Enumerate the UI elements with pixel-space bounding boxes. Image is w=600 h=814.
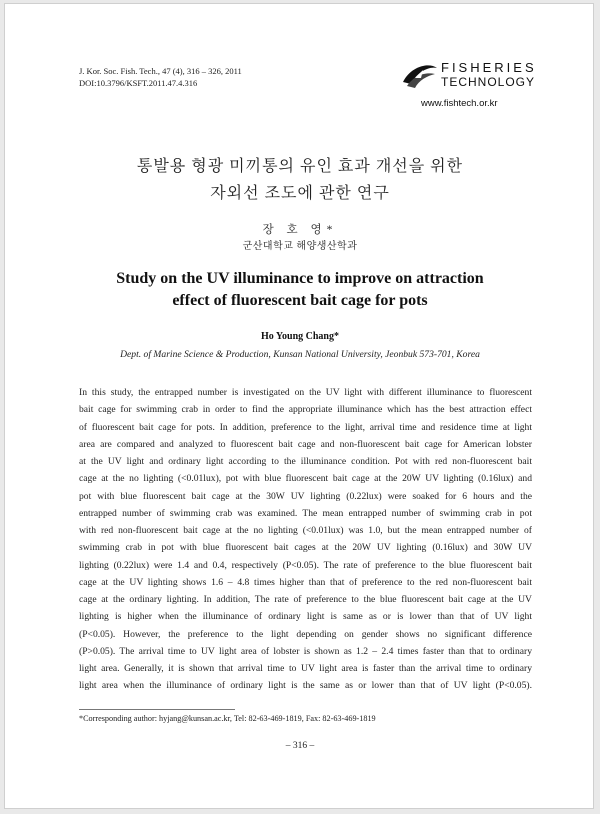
korean-title-line-2: 자외선 조도에 관한 연구 — [210, 185, 390, 202]
logo-line-fisheries: FISHERIES — [441, 60, 537, 75]
abstract — [79, 384, 532, 695]
abstract-line: with red non-fluorescent bait cage at the no lighting (<0.01lux) was 1.0, but the mean entrapped number of — [79, 525, 532, 536]
abstract-line: swimming crab in pot with blue fluorescent bait cages at the 20W UV lighting (0.16lux) and 30W UV — [79, 542, 532, 554]
abstract-line: entrapped number of swimming crab was examined. The mean entrapped number of swimming crab in pot — [79, 507, 532, 519]
paper-page — [4, 3, 594, 809]
korean-title-line-1: 통발용 형광 미끼통의 유인 효과 개선을 위한 — [136, 158, 464, 175]
footnote-divider — [79, 709, 235, 710]
english-title-line-1: Study on the UV illuminance to improve on attraction — [116, 270, 484, 287]
abstract-line: (P<0.05). However, the preference to the light depending on gender shows no significant difference — [79, 628, 532, 640]
abstract-line: pot with blue fluorescent bait cage at the 30W UV lighting (0.22lux) were soaked for 6 hours and the — [79, 490, 532, 502]
journal-url[interactable]: www.fishtech.or.kr — [421, 98, 498, 109]
abstract-line: area are compared and analyzed to fluorescent bait cage and non-fluorescent bait cage for American lobster — [79, 438, 532, 450]
corresponding-author-footnote: *Corresponding author: hyjang@kunsan.ac.kr, Tel: 82-63-469-1819, Fax: 82-63-469-1819 — [79, 714, 376, 723]
doi: DOI:10.3796/KSFT.2011.47.4.316 — [79, 77, 198, 88]
abstract-line: at the UV light and ordinary light according to the illuminance condition. Pot with red non-fluorescent bait — [79, 456, 532, 467]
abstract-line: lighting (0.22lux) were 1.4 and 0.4, respectively (P<0.05). The rate of preference to the blue fluorescent bait — [79, 559, 532, 571]
fish-logo-icon — [401, 60, 439, 90]
korean-affiliation: 군산대학교 해양생산학과 — [242, 241, 358, 252]
abstract-line: light area when the illuminance of ordinary light is the same as or lower than that of UV light (P<0.05). — [79, 680, 532, 692]
abstract-line: bait cage for swimming crab in order to find the appropriate illuminance which has the best attraction effect — [79, 404, 532, 416]
abstract-line: cage at the ordinary lighting. In addition, The rate of preference to the blue fluorescent bait cage at the UV — [79, 594, 532, 605]
abstract-line: cage at the no lighting (<0.01lux), pot with blue fluorescent bait cage at the 20W UV lighting (0.16lux) and — [79, 473, 532, 485]
abstract-line: lighting is higher when the illuminance of ordinary light is same as or is lower than that of UV light — [79, 611, 532, 623]
page-number: – 316 – — [285, 741, 315, 751]
journal-citation — [79, 66, 242, 89]
fisheries-technology-logo — [401, 60, 535, 114]
korean-author: 장 호 영* — [262, 224, 338, 236]
english-author: Ho Young Chang* — [261, 331, 339, 342]
english-affiliation: Dept. of Marine Science & Production, Kunsan National University, Jeonbuk 573-701, Korea — [120, 349, 480, 360]
abstract-line: light area. Generally, it is shown that arrival time to UV light area is faster than the arrival time to ordinary — [79, 663, 532, 674]
english-title-line-2: effect of fluorescent bait cage for pots — [172, 292, 428, 309]
abstract-line: In this study, the entrapped number is investigated on the UV light with different illuminance to fluorescent — [79, 387, 532, 398]
abstract-line: cage at the UV lighting shows 1.6 – 4.8 times higher than that of preference to the red non-fluorescent bait — [79, 576, 532, 588]
logo-line-technology: TECHNOLOGY — [441, 75, 536, 89]
abstract-line: of fluorescent bait cage for pots. In addition, preference to the light, arrival time and residence time at light — [79, 421, 532, 433]
journal-reference: J. Kor. Soc. Fish. Tech., 47 (4), 316 – 326, 2011 — [79, 66, 242, 76]
abstract-line: (P>0.05). The arrival time to UV light area of lobster is shown as 1.2 – 2.4 times faster than that to ordinary — [79, 645, 532, 657]
